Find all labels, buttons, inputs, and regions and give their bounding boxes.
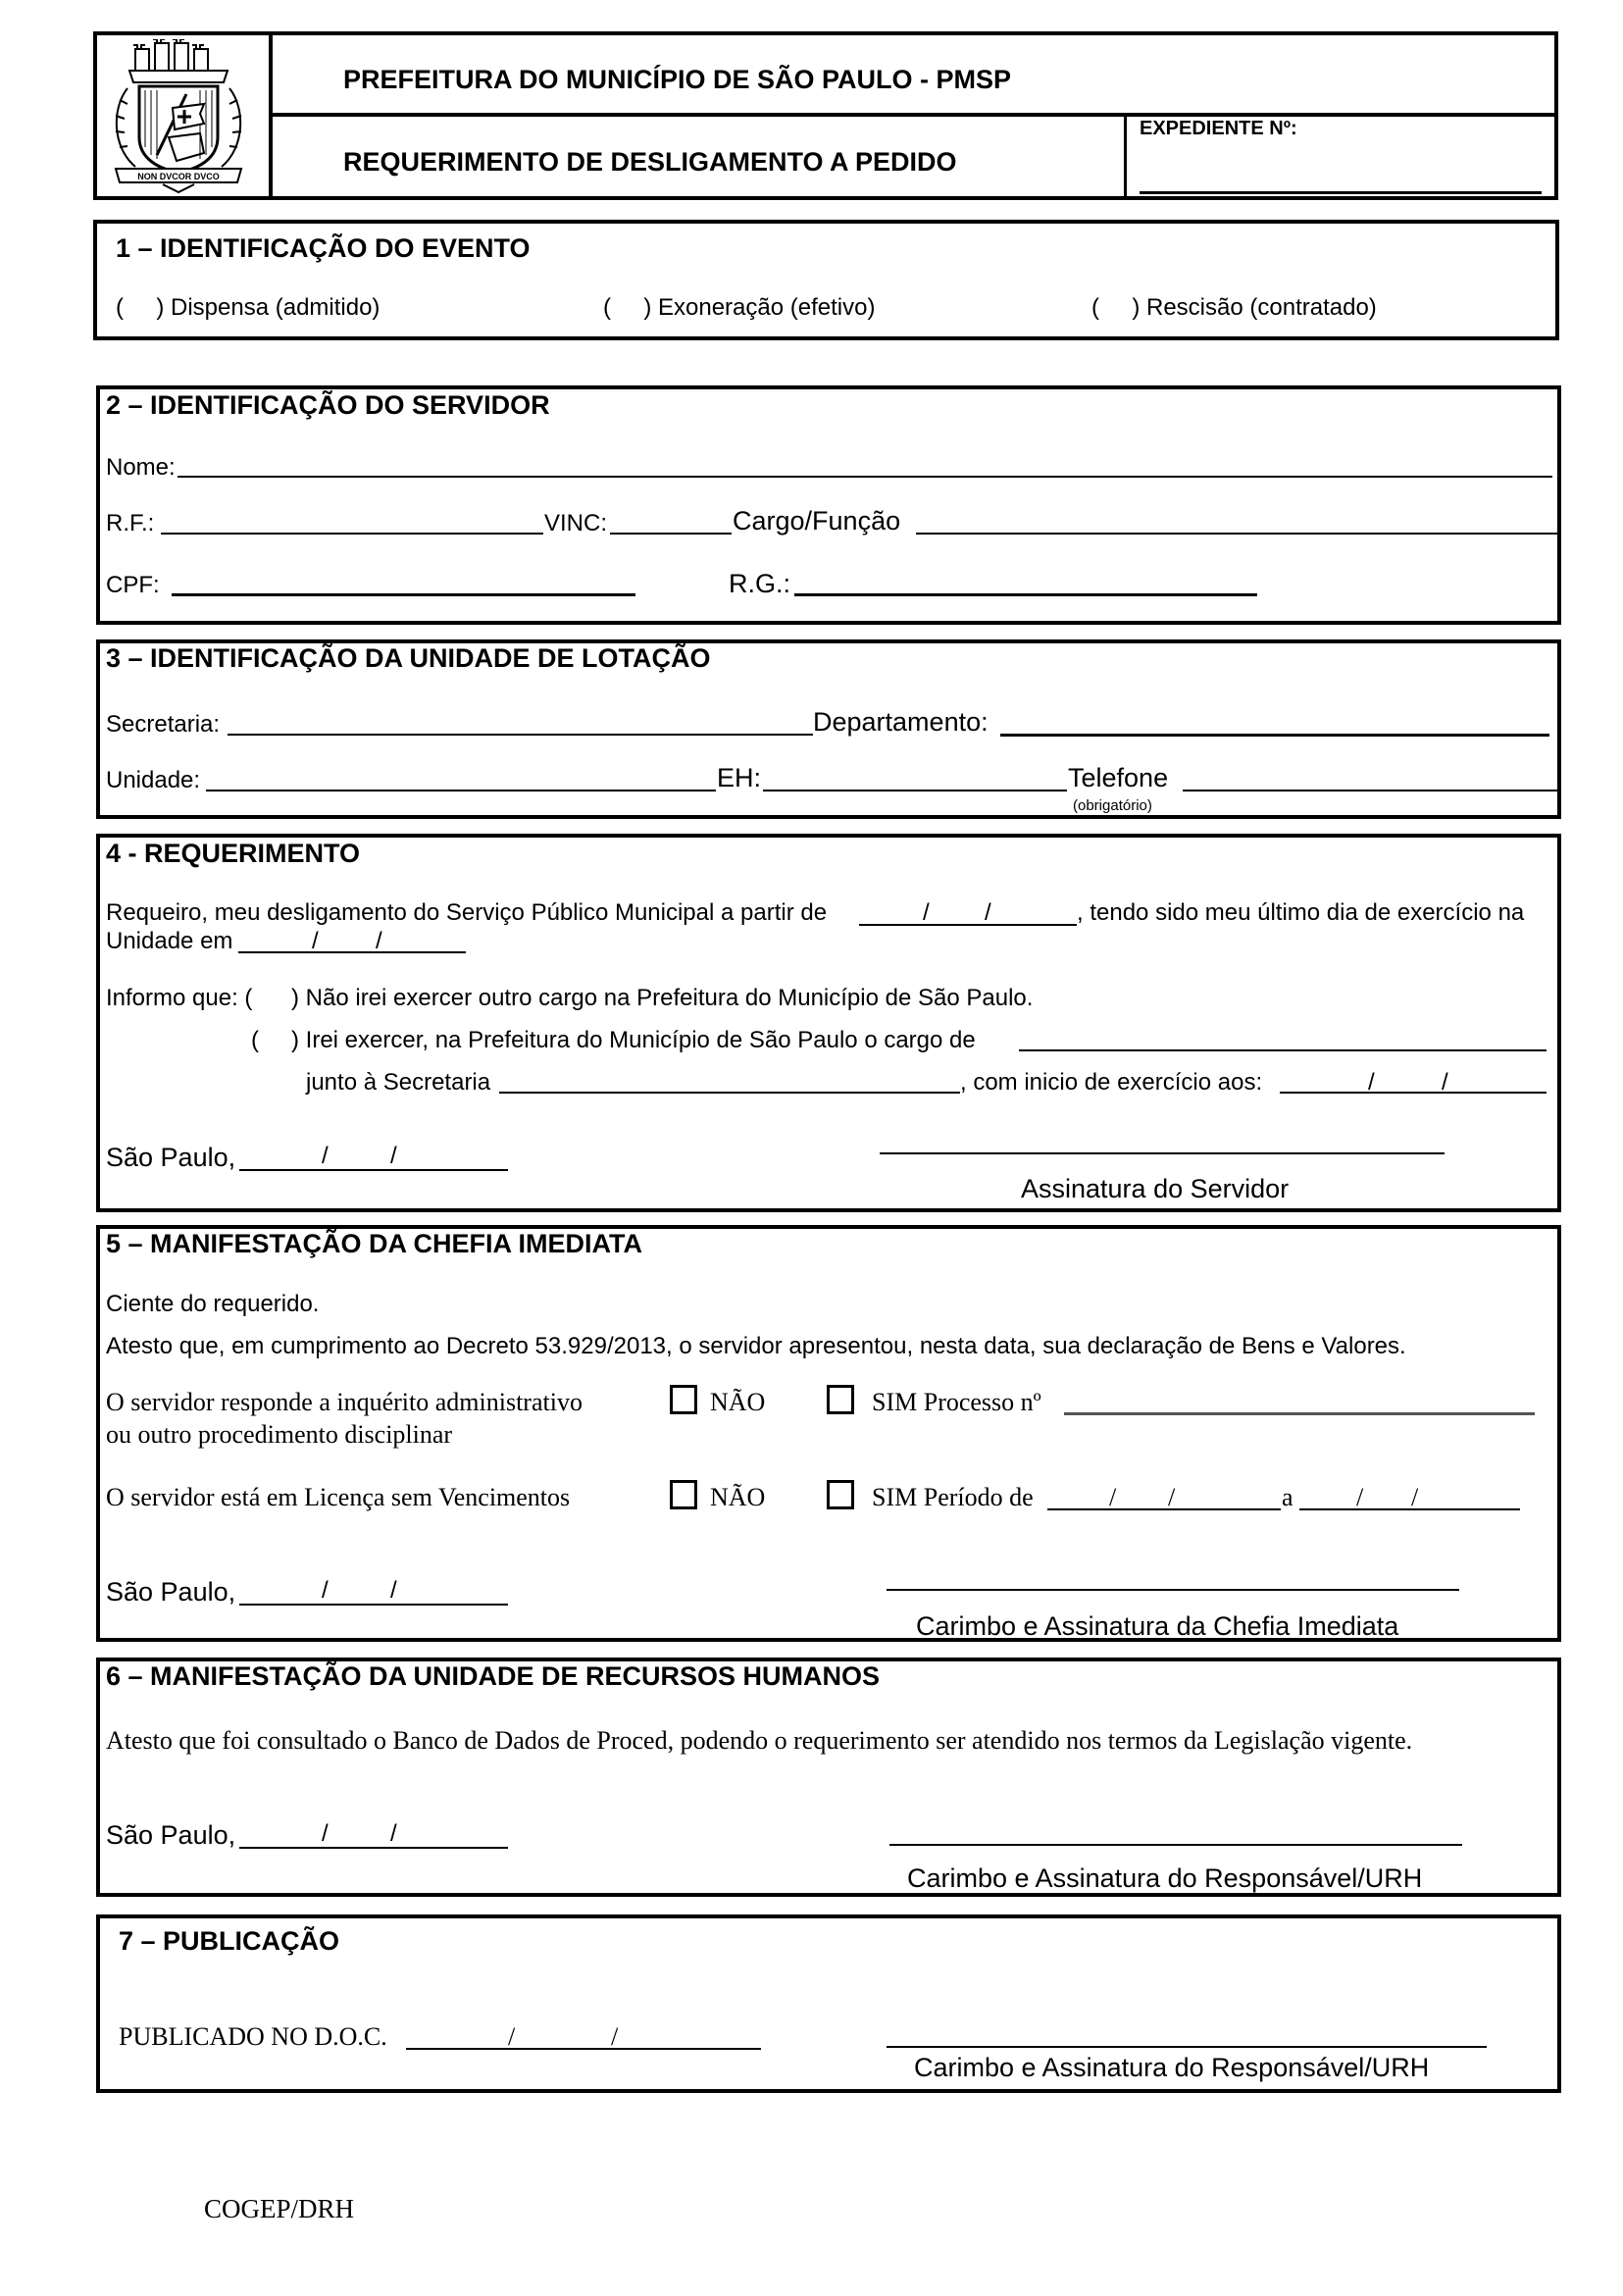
unidade-input[interactable] <box>206 790 716 791</box>
request-text-2: , tendo sido meu último dia de exercício na <box>1077 899 1525 926</box>
option-dispensa[interactable] <box>116 294 380 322</box>
sim-periodo-label: SIM Período de <box>872 1483 1034 1511</box>
periodo-a-label: a <box>1282 1483 1293 1511</box>
city-label: São Paulo, <box>106 1820 236 1850</box>
inquerito-nao-checkbox[interactable] <box>670 1385 697 1414</box>
coat-of-arms-logo <box>106 39 251 194</box>
rg-input[interactable] <box>794 593 1257 596</box>
licenca-sim-checkbox[interactable] <box>827 1480 854 1509</box>
telefone-label: Telefone <box>1068 763 1169 792</box>
svg-text:NON DVCOR DVCO: NON DVCOR DVCO <box>137 172 220 181</box>
city-label: São Paulo, <box>106 1577 236 1607</box>
expediente-input[interactable] <box>1140 191 1542 194</box>
licenca-nao-checkbox[interactable] <box>670 1480 697 1509</box>
option-rescisao[interactable] <box>1091 294 1377 322</box>
cpf-label: CPF: <box>106 572 160 598</box>
option-dispensa-label: ) Dispensa (admitido) <box>156 294 380 321</box>
servant-signature-label: Assinatura do Servidor <box>1021 1174 1290 1203</box>
eh-input[interactable] <box>763 790 1067 791</box>
rg-label: R.G.: <box>729 569 791 598</box>
request-text-1: Requeiro, meu desligamento do Serviço Público Municipal a partir de <box>106 899 828 926</box>
inicio-exercicio-label: , com inicio de exercício aos: <box>960 1069 1263 1096</box>
date-separator: / <box>322 1820 329 1847</box>
inquerito-label-2: ou outro procedimento disciplinar <box>106 1420 453 1449</box>
date-separator: / <box>390 1577 397 1604</box>
date-separator: / <box>508 2022 516 2051</box>
section-4-title: 4 - REQUERIMENTO <box>106 839 361 868</box>
date-separator: / <box>376 928 382 954</box>
date-separator: / <box>1168 1483 1176 1511</box>
date-separator: / <box>611 2022 619 2051</box>
departamento-label: Departamento: <box>813 707 989 737</box>
eh-label: EH: <box>717 763 762 792</box>
org-title: PREFEITURA DO MUNICÍPIO DE SÃO PAULO - PMSP <box>343 65 1012 94</box>
option-exoneracao[interactable] <box>603 294 875 322</box>
header-expediente-divider <box>1124 113 1127 200</box>
telefone-input[interactable] <box>1183 790 1557 791</box>
option-exoneracao-label: ) Exoneração (efetivo) <box>643 294 876 321</box>
section-7-title: 7 – PUBLICAÇÃO <box>119 1926 340 1956</box>
section-2-title: 2 – IDENTIFICAÇÃO DO SERVIDOR <box>106 390 550 420</box>
coat-of-arms-icon <box>106 39 251 194</box>
date-separator: / <box>923 899 930 926</box>
date-separator: / <box>1109 1483 1117 1511</box>
section-5-title: 5 – MANIFESTAÇÃO DA CHEFIA IMEDIATA <box>106 1229 643 1258</box>
section-3-title: 3 – IDENTIFICAÇÃO DA UNIDADE DE LOTAÇÃO <box>106 643 711 673</box>
secretaria-input[interactable] <box>228 734 813 736</box>
telefone-required-note: (obrigatório) <box>1073 797 1152 814</box>
ciente-text: Ciente do requerido. <box>106 1291 320 1317</box>
checkbox-paren-open: ( <box>116 294 124 321</box>
option-sim-paren[interactable]: ( <box>251 1027 259 1053</box>
expediente-label: EXPEDIENTE Nº: <box>1140 118 1297 139</box>
date-separator: / <box>1356 1483 1364 1511</box>
date-separator: / <box>312 928 319 954</box>
inicio-exercicio-date-input[interactable] <box>1280 1092 1547 1094</box>
request-start-date-input[interactable] <box>859 924 1077 926</box>
servant-signature-line[interactable] <box>880 1152 1445 1154</box>
date-separator: / <box>1368 1069 1375 1096</box>
date-separator: / <box>1411 1483 1419 1511</box>
secretaria-label: Secretaria: <box>106 711 221 738</box>
junto-secretaria-input[interactable] <box>499 1092 960 1094</box>
request-date-input[interactable] <box>239 1169 508 1171</box>
hr-date-input[interactable] <box>239 1847 508 1849</box>
hr-signature-line[interactable] <box>889 1844 1462 1846</box>
publication-signature-label: Carimbo e Assinatura do Responsável/URH <box>914 2053 1430 2082</box>
inquerito-sim-checkbox[interactable] <box>827 1385 854 1414</box>
unidade-label: Unidade: <box>106 767 201 793</box>
sim-processo-label: SIM Processo nº <box>872 1388 1041 1416</box>
publication-signature-line[interactable] <box>887 2046 1487 2048</box>
vinc-label: VINC: <box>544 510 608 536</box>
hr-atesto-text: Atesto que foi consultado o Banco de Dados de Proced, podendo o requerimento ser atendido nos termos da Legislação vigente. <box>106 1726 1413 1755</box>
checkbox-paren-open: ( <box>603 294 611 321</box>
informo-label[interactable]: Informo que: ( <box>106 985 253 1011</box>
nome-input[interactable] <box>178 476 1552 478</box>
licenca-nao-label: NÃO <box>710 1483 766 1511</box>
cpf-input[interactable] <box>172 593 635 596</box>
periodo-start-date-input[interactable] <box>1047 1508 1281 1510</box>
atesto-text: Atesto que, em cumprimento ao Decreto 53.929/2013, o servidor apresentou, nesta data, sua declaração de Bens e Valores. <box>106 1333 1406 1359</box>
departamento-input[interactable] <box>1000 734 1549 737</box>
inquerito-nao-label: NÃO <box>710 1388 766 1416</box>
date-separator: / <box>322 1577 329 1604</box>
date-separator: / <box>985 899 991 926</box>
supervisor-date-input[interactable] <box>239 1604 508 1606</box>
supervisor-signature-line[interactable] <box>887 1589 1459 1591</box>
option-rescisao-label: ) Rescisão (contratado) <box>1132 294 1377 321</box>
section-request <box>96 834 1561 1212</box>
vinc-input[interactable] <box>610 533 732 535</box>
periodo-end-date-input[interactable] <box>1299 1508 1520 1510</box>
checkbox-paren-open: ( <box>1091 294 1099 321</box>
processo-number-input[interactable] <box>1064 1412 1535 1415</box>
header-row-divider <box>269 113 1558 117</box>
rf-input[interactable] <box>161 533 543 535</box>
junto-secretaria-label: junto à Secretaria <box>306 1069 491 1096</box>
request-text-3: Unidade em <box>106 928 233 954</box>
date-separator: / <box>390 1143 397 1169</box>
supervisor-signature-label: Carimbo e Assinatura da Chefia Imediata <box>916 1611 1399 1641</box>
option-nao-exercer[interactable]: ) Não irei exercer outro cargo na Prefeitura do Município de São Paulo. <box>291 985 1034 1011</box>
date-separator: / <box>390 1820 397 1847</box>
city-label: São Paulo, <box>106 1143 236 1172</box>
inquerito-label-1: O servidor responde a inquérito administrativo <box>106 1388 583 1416</box>
cargo-label: Cargo/Função <box>733 506 901 536</box>
rf-label: R.F.: <box>106 510 155 536</box>
section-servant-identification <box>96 385 1561 625</box>
licenca-label: O servidor está em Licença sem Vencimentos <box>106 1483 571 1511</box>
new-cargo-input[interactable] <box>1019 1049 1547 1051</box>
publicado-date-input[interactable] <box>406 2048 761 2050</box>
publicado-label: PUBLICADO NO D.O.C. <box>119 2022 387 2051</box>
hr-signature-label: Carimbo e Assinatura do Responsável/URH <box>907 1863 1423 1893</box>
section-1-title: 1 – IDENTIFICAÇÃO DO EVENTO <box>116 233 531 263</box>
last-day-date-input[interactable] <box>238 951 466 953</box>
nome-label: Nome: <box>106 454 176 481</box>
option-sim-exercer[interactable]: ) Irei exercer, na Prefeitura do Município de São Paulo o cargo de <box>291 1027 976 1053</box>
footer-code: COGEP/DRH <box>204 2194 355 2223</box>
section-6-title: 6 – MANIFESTAÇÃO DA UNIDADE DE RECURSOS HUMANOS <box>106 1661 881 1691</box>
date-separator: / <box>322 1143 329 1169</box>
section-hr <box>96 1658 1561 1897</box>
cargo-input[interactable] <box>916 533 1561 535</box>
date-separator: / <box>1442 1069 1448 1096</box>
form-title: REQUERIMENTO DE DESLIGAMENTO A PEDIDO <box>343 147 957 177</box>
